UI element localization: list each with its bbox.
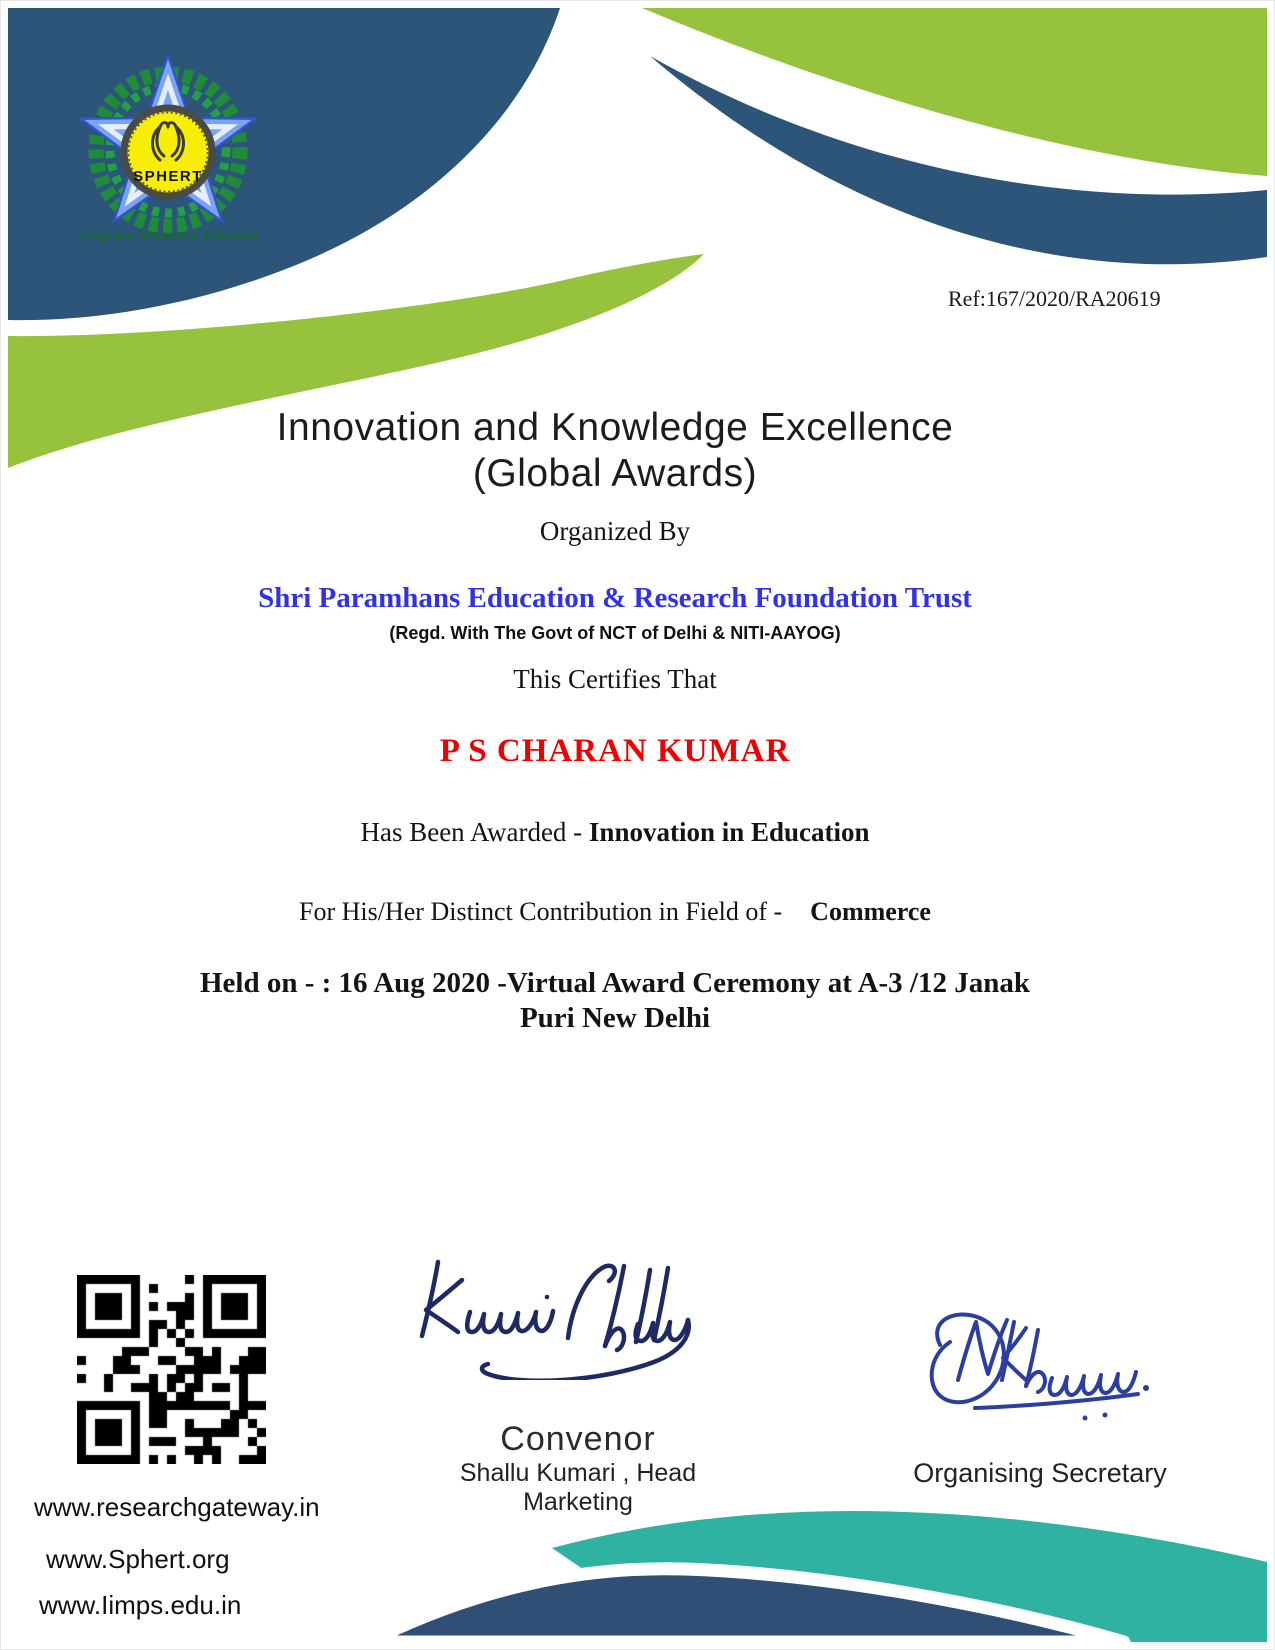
event-details-line2: Puri New Delhi bbox=[519, 1002, 711, 1034]
recipient-name: P S CHARAN KUMAR bbox=[439, 733, 791, 769]
swoosh-top-right-green bbox=[642, 8, 1267, 176]
registration-note: (Regd. With The Govt of NCT of Delhi & NITI-AAYOG) bbox=[389, 623, 841, 643]
award-category: Innovation in Education bbox=[588, 817, 870, 847]
event-details-line1: Held on - : 16 Aug 2020 -Virtual Award Ceremony at A-3 /12 Janak bbox=[200, 967, 1030, 999]
logo-tagline: Explore Innovate Educate bbox=[81, 228, 259, 243]
convenor-role-label: Convenor bbox=[500, 1420, 656, 1458]
convenor-signature bbox=[400, 1240, 740, 1380]
contribution-line bbox=[0, 897, 1230, 927]
badge-label: SPHERT bbox=[133, 168, 203, 185]
contribution-prefix: For His/Her Distinct Contribution in Field of - bbox=[299, 897, 783, 926]
award-title-line2: (Global Awards) bbox=[472, 452, 758, 495]
award-title bbox=[0, 405, 1230, 497]
contribution-field: Commerce bbox=[810, 897, 931, 926]
event-details bbox=[0, 966, 1230, 1036]
website-sphert: www.Sphert.org bbox=[46, 1544, 230, 1574]
certifies-label: This Certifies That bbox=[513, 664, 717, 694]
qr-code bbox=[77, 1275, 266, 1464]
reference-number: Ref:167/2020/RA20619 bbox=[948, 286, 1161, 311]
organization-name: Shri Paramhans Education & Research Foundation Trust bbox=[258, 582, 972, 614]
organized-by-label: Organized By bbox=[539, 516, 691, 546]
secretary-role-label: Organising Secretary bbox=[913, 1458, 1167, 1488]
award-title-line1: Innovation and Knowledge Excellence bbox=[276, 406, 954, 449]
awarded-prefix: Has Been Awarded - bbox=[360, 817, 589, 847]
sphert-logo bbox=[60, 40, 280, 255]
website-researchgateway: www.researchgateway.in bbox=[34, 1492, 320, 1522]
awarded-line bbox=[0, 817, 1230, 848]
secretary-signature bbox=[880, 1300, 1180, 1430]
website-iimps: www.Iimps.edu.in bbox=[39, 1590, 242, 1620]
convenor-name-label: Shallu Kumari , Head Marketing bbox=[459, 1459, 697, 1516]
